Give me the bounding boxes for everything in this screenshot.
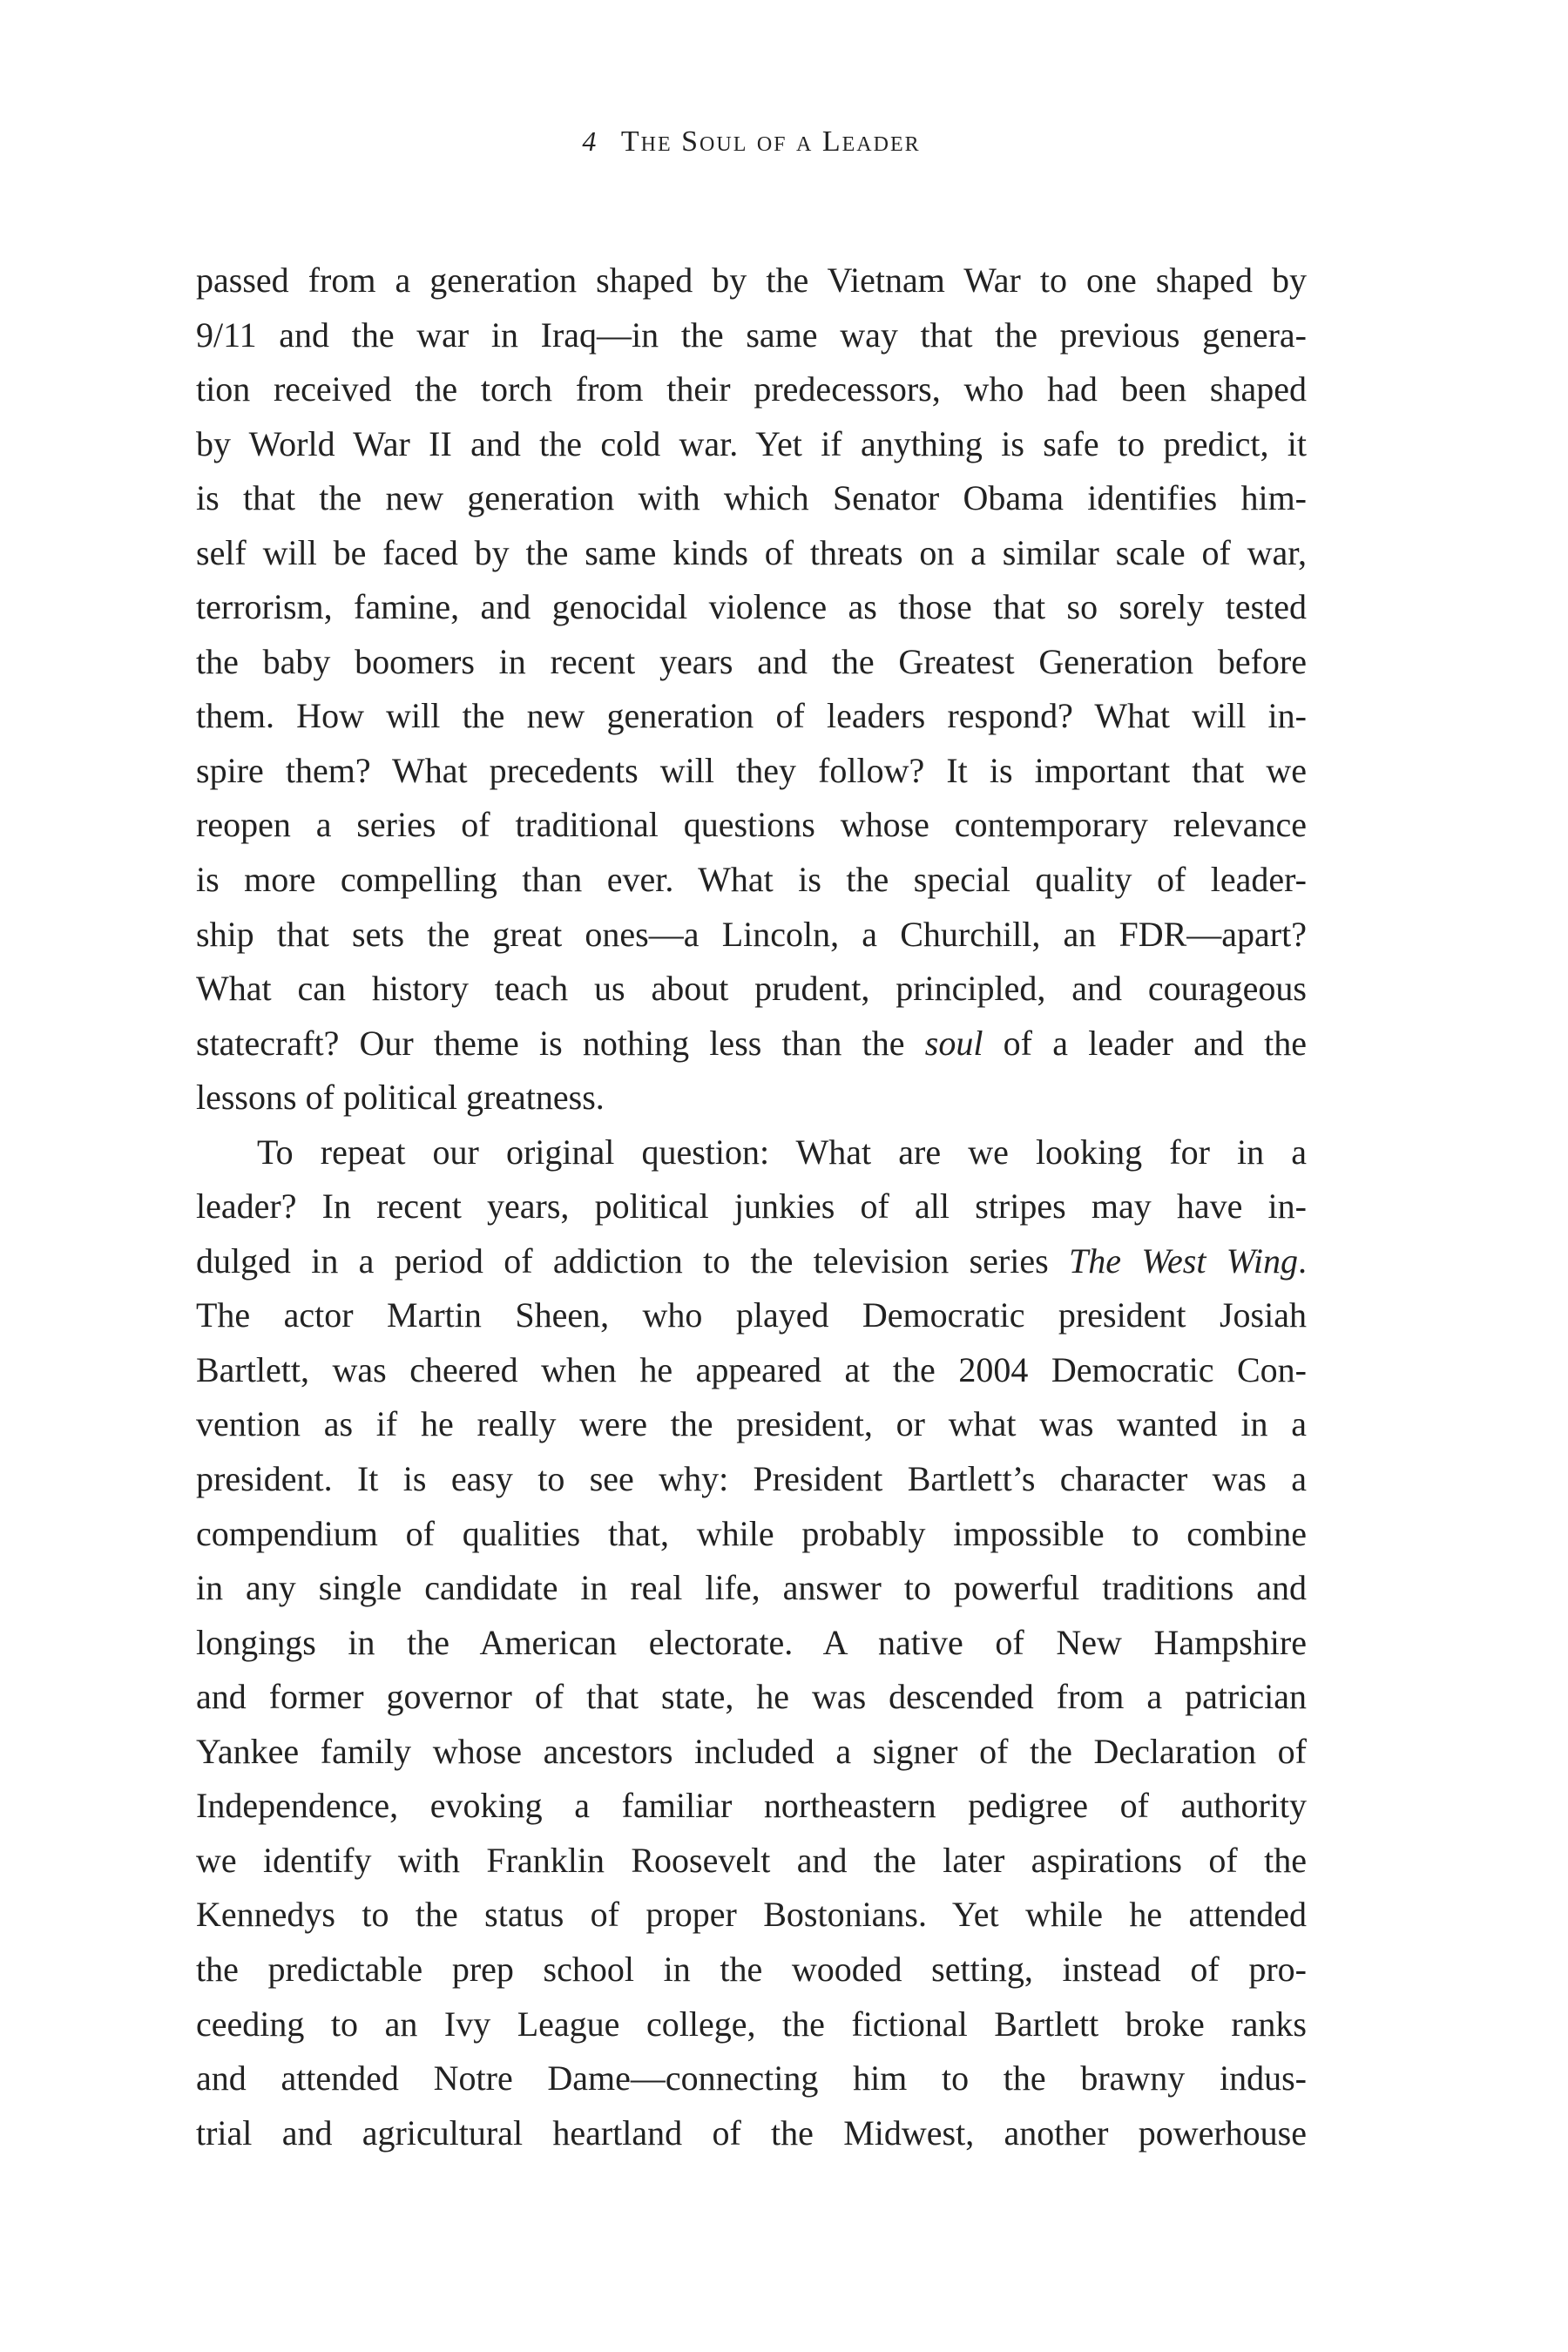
text-segment: them. How will the new generation of leaders respond? What will in- xyxy=(196,696,1307,736)
text-line xyxy=(196,1779,1307,1834)
text-line xyxy=(196,635,1307,690)
text-line xyxy=(196,853,1307,908)
text-segment: Yankee family whose ancestors included a signer of the Declaration of xyxy=(196,1731,1307,1771)
text-line xyxy=(196,471,1307,526)
text-line xyxy=(196,1017,1307,1071)
text-segment: the predictable prep school in the wooded setting, instead of pro- xyxy=(196,1949,1307,1989)
body-text xyxy=(196,253,1307,2160)
text-line xyxy=(196,526,1307,581)
text-segment: ceeding to an Ivy League college, the fictional Bartlett broke ranks xyxy=(196,2004,1307,2044)
text-segment: terrorism, famine, and genocidal violence as those that so sorely tested xyxy=(196,587,1307,627)
book-title: The Soul of a Leader xyxy=(620,125,921,158)
text-segment: 9/11 and the war in Iraq—in the same way that the previous genera- xyxy=(196,314,1307,355)
text-segment: Kennedys to the status of proper Bostonians. Yet while he attended xyxy=(196,1895,1307,1935)
text-segment: the baby boomers in recent years and the Greatest Generation before xyxy=(196,641,1307,681)
text-line xyxy=(196,580,1307,635)
running-head xyxy=(196,122,1307,161)
text-line xyxy=(196,908,1307,963)
text-segment: trial and agricultural heartland of the Midwest, another powerhouse xyxy=(196,2112,1307,2153)
text-segment: of a leader and the xyxy=(983,1023,1308,1063)
text-line xyxy=(196,1452,1307,1507)
text-line xyxy=(196,417,1307,472)
text-line xyxy=(196,1725,1307,1780)
text-segment: is more compelling than ever. What is the special quality of leader- xyxy=(196,860,1307,900)
page-number: 4 xyxy=(582,125,598,157)
text-line xyxy=(196,2106,1307,2161)
text-line xyxy=(196,1997,1307,2052)
text-segment: What can history teach us about prudent, principled, and courageous xyxy=(196,969,1307,1009)
text-segment: and attended Notre Dame—connecting him to the brawny indus- xyxy=(196,2058,1307,2099)
italic-text: The West Wing xyxy=(1069,1240,1299,1281)
text-line xyxy=(196,1288,1307,1343)
text-segment: ship that sets the great ones—a Lincoln, a Churchill, an FDR—apart? xyxy=(196,914,1307,954)
text-segment: reopen a series of traditional questions whose contemporary relevance xyxy=(196,805,1307,845)
text-line xyxy=(196,1125,1307,1180)
text-segment: To repeat our original question: What are we looking for in a xyxy=(257,1132,1307,1172)
text-segment: passed from a generation shaped by the Vietnam War to one shaped by xyxy=(196,260,1307,300)
text-line xyxy=(196,253,1307,308)
text-segment: president. It is easy to see why: President Bartlett’s character was a xyxy=(196,1459,1307,1499)
text-line xyxy=(196,308,1307,363)
text-line xyxy=(196,1888,1307,1943)
text-line xyxy=(196,798,1307,853)
text-line xyxy=(196,1071,1307,1125)
text-segment: The actor Martin Sheen, who played Democratic president Josiah xyxy=(196,1295,1307,1335)
paragraph xyxy=(196,253,1307,1125)
text-segment: lessons of political greatness. xyxy=(196,1078,605,1118)
text-segment: vention as if he really were the president, or what was wanted in a xyxy=(196,1404,1307,1444)
text-line xyxy=(196,2051,1307,2106)
text-segment: by World War II and the cold war. Yet if anything is safe to predict, it xyxy=(196,423,1307,463)
text-line xyxy=(196,1397,1307,1452)
text-line xyxy=(196,744,1307,799)
text-segment: we identify with Franklin Roosevelt and the later aspirations of the xyxy=(196,1840,1307,1880)
text-segment: dulged in a period of addiction to the television series xyxy=(196,1240,1070,1281)
text-segment: . xyxy=(1298,1240,1308,1281)
text-segment: in any single candidate in real life, answer to powerful traditions and xyxy=(196,1568,1307,1608)
text-line xyxy=(196,1343,1307,1398)
text-line xyxy=(196,1234,1307,1289)
text-segment: compendium of qualities that, while probably impossible to combine xyxy=(196,1513,1307,1553)
text-segment: and former governor of that state, he was descended from a patrician xyxy=(196,1677,1307,1717)
text-segment: self will be faced by the same kinds of threats on a similar scale of war, xyxy=(196,532,1307,572)
text-line xyxy=(196,1670,1307,1725)
text-line xyxy=(196,1561,1307,1616)
text-line xyxy=(196,1834,1307,1889)
text-segment: Independence, evoking a familiar northeastern pedigree of authority xyxy=(196,1786,1307,1826)
paragraph xyxy=(196,1125,1307,2160)
text-segment: tion received the torch from their predecessors, who had been shaped xyxy=(196,369,1307,409)
text-segment: is that the new generation with which Senator Obama identifies him- xyxy=(196,478,1307,518)
text-segment: longings in the American electorate. A native of New Hampshire xyxy=(196,1622,1307,1662)
text-segment: spire them? What precedents will they follow? It is important that we xyxy=(196,750,1307,790)
text-line xyxy=(196,1616,1307,1671)
text-line xyxy=(196,362,1307,417)
italic-text: soul xyxy=(924,1023,983,1063)
text-segment: statecraft? Our theme is nothing less than the xyxy=(196,1023,925,1063)
text-line xyxy=(196,1507,1307,1562)
text-segment: Bartlett, was cheered when he appeared at the 2004 Democratic Con- xyxy=(196,1349,1307,1389)
text-line xyxy=(196,1943,1307,1997)
text-line xyxy=(196,962,1307,1017)
text-line xyxy=(196,689,1307,744)
text-segment: leader? In recent years, political junkies of all stripes may have in- xyxy=(196,1186,1307,1227)
text-line xyxy=(196,1179,1307,1234)
